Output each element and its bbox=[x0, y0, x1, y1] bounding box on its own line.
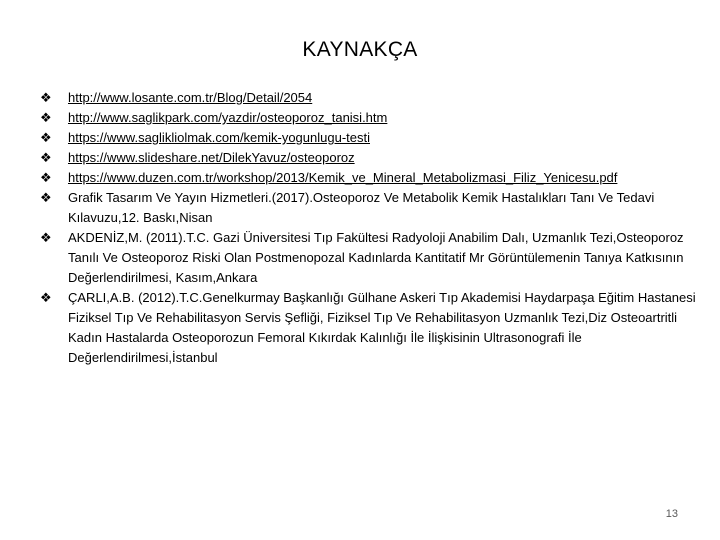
reference-text: Grafik Tasarım Ve Yayın Hizmetleri.(2017).Osteoporoz Ve Metabolik Kemik Hastalıkları Tanı Ve Tedavi Kılavuzu,12. Baskı,Nisan bbox=[68, 190, 655, 225]
diamond-dots-icon: ❖ bbox=[40, 230, 52, 245]
reference-item bbox=[40, 288, 700, 368]
reference-item bbox=[40, 228, 700, 288]
reference-link[interactable]: http://www.saglikpark.com/yazdir/osteoporoz_tanisi.htm bbox=[68, 110, 388, 125]
reference-link[interactable]: http://www.losante.com.tr/Blog/Detail/2054 bbox=[68, 90, 313, 105]
reference-item bbox=[40, 128, 700, 148]
reference-item bbox=[40, 88, 700, 108]
reference-link[interactable]: https://www.slideshare.net/DilekYavuz/osteoporoz bbox=[68, 150, 355, 165]
reference-item bbox=[40, 188, 700, 228]
reference-link[interactable]: https://www.duzen.com.tr/workshop/2013/Kemik_ve_Mineral_Metabolizmasi_Filiz_Yenicesu.pdf bbox=[68, 170, 618, 185]
diamond-dots-icon: ❖ bbox=[40, 90, 52, 105]
diamond-dots-icon: ❖ bbox=[40, 110, 52, 125]
reference-list bbox=[40, 88, 700, 368]
diamond-dots-icon: ❖ bbox=[40, 290, 52, 305]
reference-text: AKDENİZ,M. (2011).T.C. Gazi Üniversitesi Tıp Fakültesi Radyoloji Anabilim Dalı, Uzmanlık Tezi,Osteoporoz Tanılı Ve Osteoporoz Riski Olan Postmenopozal Kadınlarda Kantitatif Mr Görüntülemenin Tanıya Katkısının Değerlendirilmesi, Kasım,Ankara bbox=[68, 230, 684, 285]
diamond-dots-icon: ❖ bbox=[40, 150, 52, 165]
diamond-dots-icon: ❖ bbox=[40, 170, 52, 185]
reference-text: ÇARLI,A.B. (2012).T.C.Genelkurmay Başkanlığı Gülhane Askeri Tıp Akademisi Haydarpaşa Eğitim Hastanesi Fiziksel Tıp Ve Rehabilitasyon Servis Şefliği, Fiziksel Tıp Ve Rehabilitasyon Uzmanlık Tezi,Diz Osteoartritli Kadın Hastalarda Osteoporozun Femoral Kıkırdak Kalınlığı İle İlişkisinin Ultrasonografi İle Değerlendirilmesi,İstanbul bbox=[68, 290, 696, 365]
diamond-dots-icon: ❖ bbox=[40, 190, 52, 205]
page-number: 13 bbox=[665, 508, 678, 520]
reference-link[interactable]: https://www.saglikliolmak.com/kemik-yogunlugu-testi bbox=[68, 130, 370, 145]
reference-item bbox=[40, 108, 700, 128]
reference-item bbox=[40, 148, 700, 168]
page-title: KAYNAKÇA bbox=[302, 38, 418, 61]
diamond-dots-icon: ❖ bbox=[40, 130, 52, 145]
reference-item bbox=[40, 168, 700, 188]
